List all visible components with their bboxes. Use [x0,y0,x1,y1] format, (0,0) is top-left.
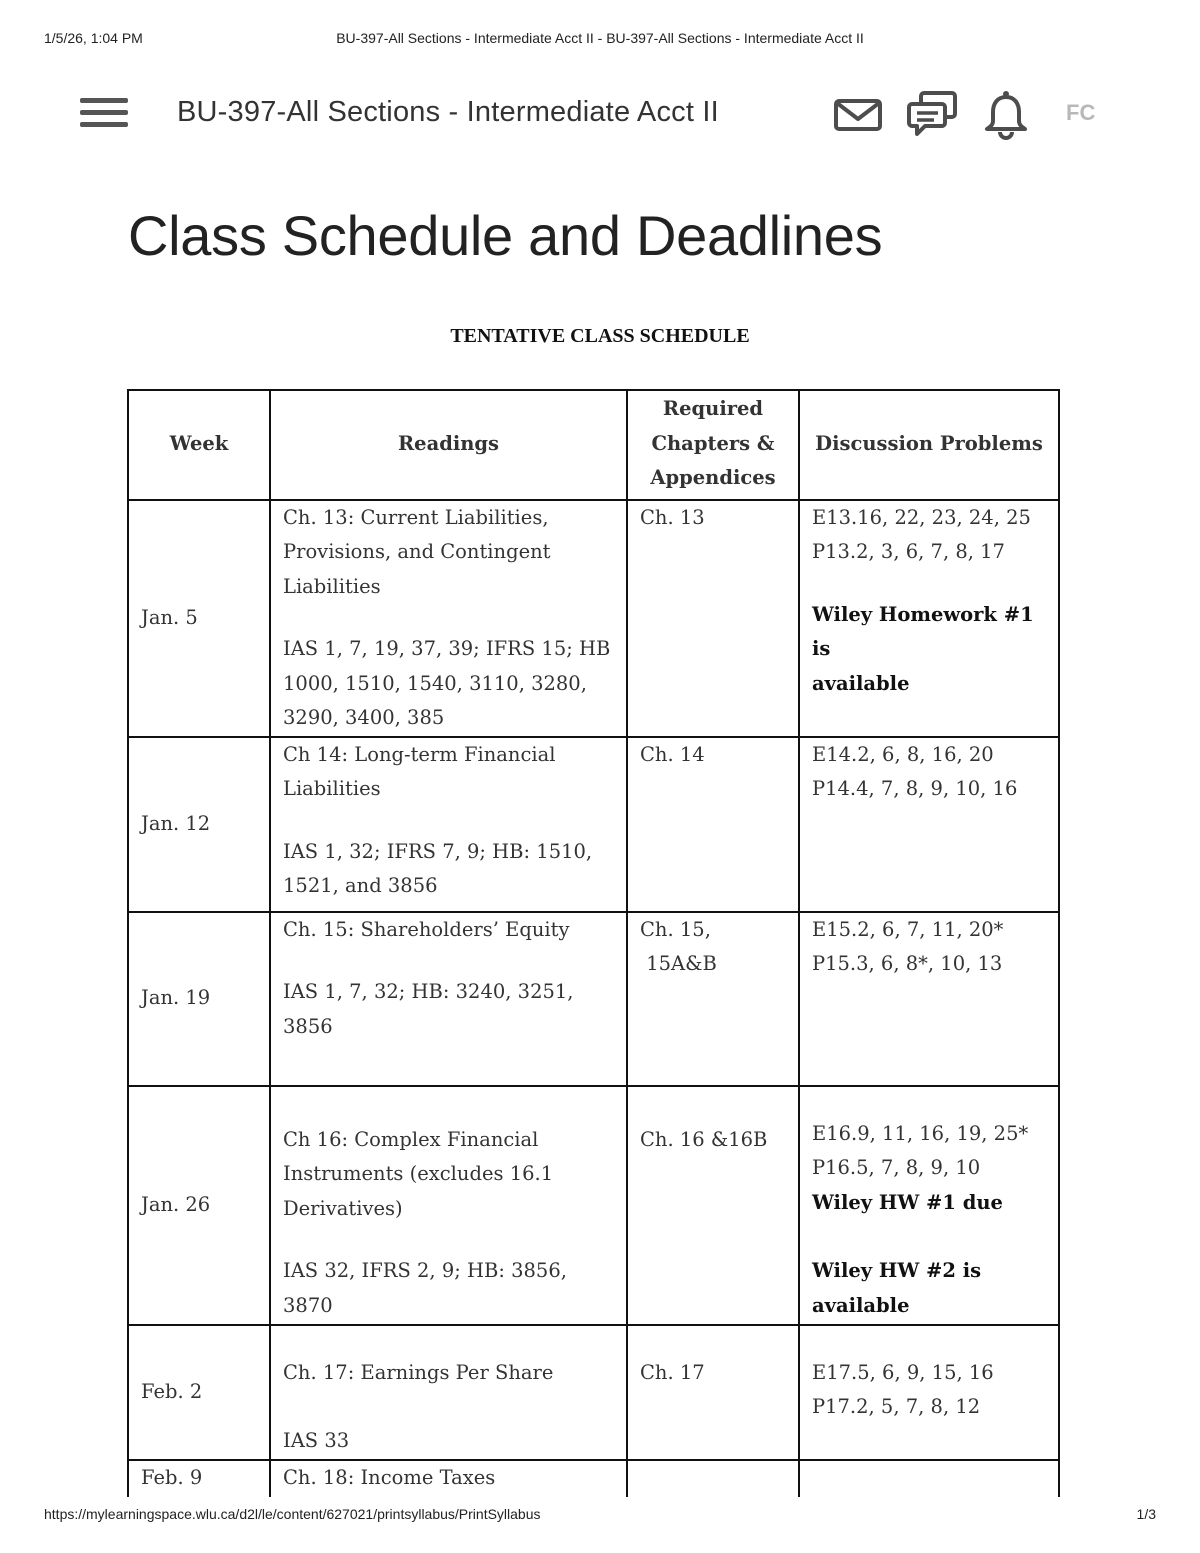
problems-cell [799,1086,1059,1325]
problems-cell [799,1325,1059,1460]
chapters-line: Ch. 16 &16B [640,1127,768,1151]
header-readings: Readings [270,390,627,500]
week-cell: Jan. 26 [128,1086,270,1325]
standards-line: 1521, and 3856 [283,874,438,897]
standards-line: IAS 1, 32; IFRS 7, 9; HB: 1510, [283,839,593,863]
chapters-line: Ch. 17 [640,1360,705,1384]
standards-line: 3856 [283,1014,333,1038]
readings-cell [270,737,627,912]
reading-line: Instruments (excludes 16.1 [283,1162,554,1185]
course-title[interactable]: BU-397-All Sections - Intermediate Acct II [177,96,719,128]
problem-line: E15.2, 6, 7, 11, 20* [812,917,1004,941]
reading-line: Liabilities [283,777,381,800]
header-chapters [627,390,799,500]
standards-line: IAS 32, IFRS 2, 9; HB: 3856, [283,1259,567,1282]
reading-line: Derivatives) [283,1196,403,1220]
wiley-note: available [812,671,910,695]
problem-line: E17.5, 6, 9, 15, 16 [812,1360,994,1384]
chapters-line: Ch. 15, [640,917,711,941]
wiley-note: available [812,1293,910,1317]
standards-line: IAS 33 [283,1429,350,1452]
problem-line: P17.2, 5, 7, 8, 12 [812,1395,981,1418]
standards-line: IAS 1, 7, 32; HB: 3240, 3251, [283,980,574,1003]
reading-line: Ch 14: Long-term Financial [283,742,556,766]
wiley-note: Wiley Homework #1 is [812,602,1034,660]
reading-line: Ch. 13: Current Liabilities, [283,505,549,529]
week-cell: Jan. 19 [128,912,270,1086]
table-header-row [128,390,1059,500]
print-url: https://mylearningspace.wlu.ca/d2l/le/content/627021/printsyllabus/PrintSyllabus [44,1506,541,1522]
week-cell: Feb. 9 [128,1460,270,1520]
readings-cell [270,1086,627,1325]
header-week: Week [128,390,270,500]
schedule-heading: TENTATIVE CLASS SCHEDULE [450,325,750,347]
table-row [128,1325,1059,1460]
wiley-note: Wiley HW #1 due [812,1190,1003,1214]
readings-cell [270,500,627,737]
problem-line: P14.4, 7, 8, 9, 10, 16 [812,777,1018,800]
reading-line: Provisions, and Contingent [283,540,551,563]
problem-line: E16.9, 11, 16, 19, 25* [812,1121,1029,1145]
print-page-number: 1/3 [1136,1506,1156,1522]
menu-line-icon [80,122,128,127]
problem-line: P16.5, 7, 8, 9, 10 [812,1156,981,1179]
menu-line-icon [80,98,128,103]
chapters-line: Ch. 14 [640,742,705,766]
chapters-cell [627,500,799,737]
header-discussion: Discussion Problems [799,390,1059,500]
table-row [128,500,1059,737]
print-datetime: 1/5/26, 1:04 PM [44,30,143,46]
header-chapters-line: Appendices [650,466,776,489]
problem-line: E14.2, 6, 8, 16, 20 [812,742,994,766]
reading-line: Ch. 18: Income Taxes [283,1465,496,1489]
problems-cell [799,737,1059,912]
discussion-icon[interactable] [906,90,958,140]
table-row [128,737,1059,912]
problem-line: P15.3, 6, 8*, 10, 13 [812,952,1003,975]
chapters-cell [627,737,799,912]
user-avatar[interactable]: FC [1066,100,1096,125]
chapters-cell [627,1086,799,1325]
standards-line: 1000, 1510, 1540, 3110, 3280, [283,671,587,695]
readings-cell [270,912,627,1086]
reading-line: Ch. 17: Earnings Per Share [283,1360,554,1384]
menu-button[interactable] [80,98,128,132]
reading-line: Liabilities [283,574,381,598]
readings-cell [270,1325,627,1460]
problem-line: P13.2, 3, 6, 7, 8, 17 [812,540,1005,563]
standards-line: 3290, 3400, 385 [283,706,445,729]
chapters-cell [627,1325,799,1460]
page-title: Class Schedule and Deadlines [128,204,883,267]
mail-icon[interactable] [833,98,883,132]
reading-line: Ch 16: Complex Financial [283,1127,539,1151]
week-cell: Feb. 2 [128,1325,270,1460]
course-navbar [0,84,1200,148]
chapters-line: 15A&B [640,952,717,975]
problem-line: E13.16, 22, 23, 24, 25 [812,505,1031,529]
wiley-note: Wiley HW #2 is [812,1259,982,1282]
print-footer [44,1506,1156,1526]
standards-line: 3870 [283,1293,333,1317]
table-row [128,1086,1059,1325]
week-cell: Jan. 12 [128,737,270,912]
chapters-cell [627,912,799,1086]
week-cell: Jan. 5 [128,500,270,737]
header-chapters-line: Chapters & [651,431,775,455]
problems-cell [799,500,1059,737]
problems-cell [799,912,1059,1086]
header-chapters-line: Required [662,397,764,420]
print-header [44,30,1156,50]
menu-line-icon [80,110,128,115]
class-schedule-table [127,389,1060,1521]
reading-line: Ch. 15: Shareholders’ Equity [283,917,570,941]
standards-line: IAS 1, 7, 19, 37, 39; IFRS 15; HB [283,637,611,660]
chapters-line: Ch. 13 [640,505,705,529]
print-document-title: BU-397-All Sections - Intermediate Acct II - BU-397-All Sections - Intermediate Acct II [336,30,864,46]
table-row [128,912,1059,1086]
notification-bell-icon[interactable] [983,88,1029,140]
